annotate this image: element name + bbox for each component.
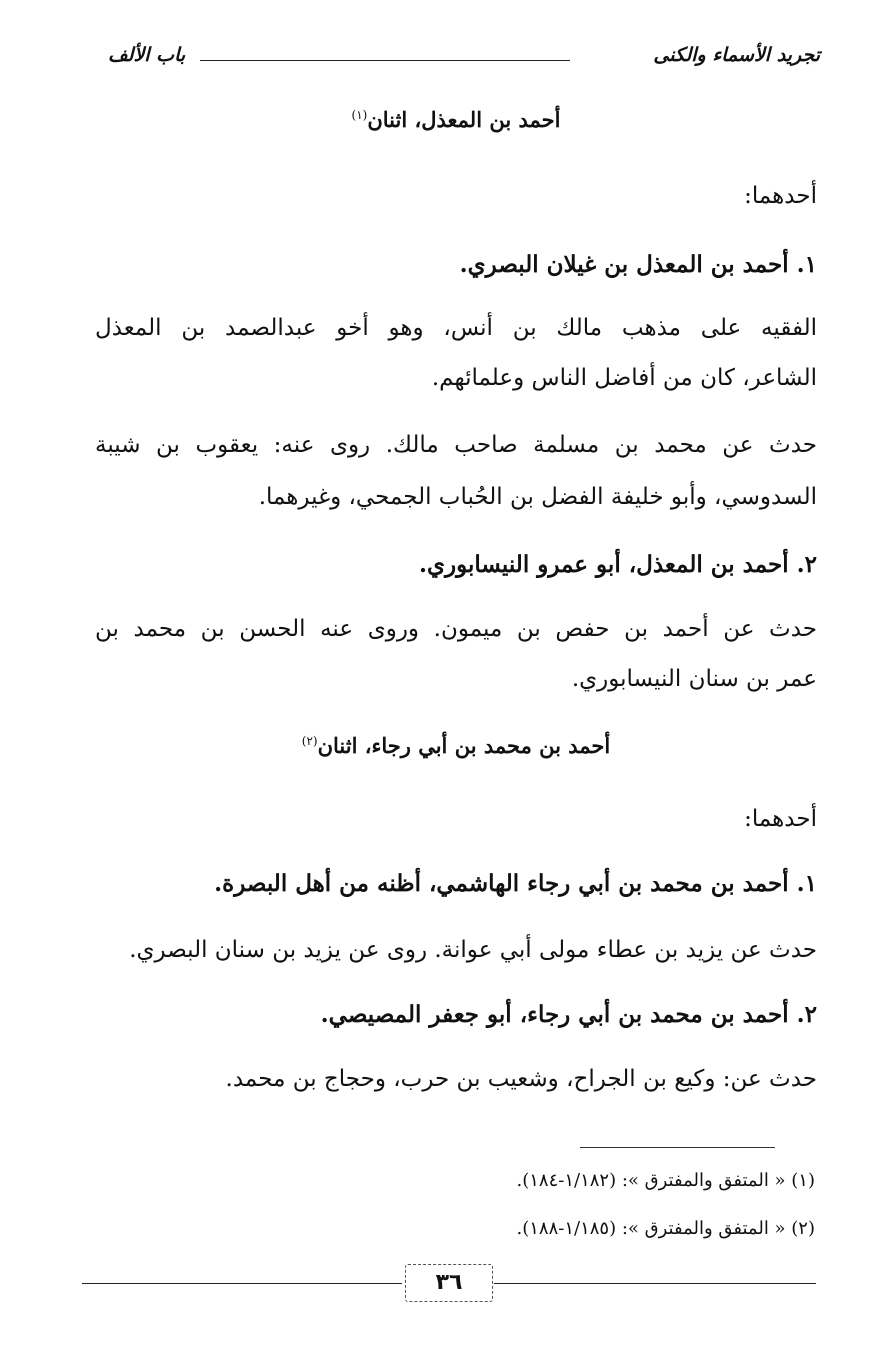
text-line: حدث عن: وكيع بن الجراح، وشعيب بن حرب، وحجاج بن محمد.: [225, 1066, 817, 1092]
footnote: (١) « المتفق والمفترق »: (١/١٨٢-١٨٤).: [516, 1170, 815, 1191]
person-name: ١. أحمد بن المعذل بن غيلان البصري.: [459, 251, 817, 278]
text-line: عمر بن سنان النيسابوري.: [571, 666, 817, 692]
person-name: ٢. أحمد بن محمد بن أبي رجاء، أبو جعفر المصيصي.: [320, 1001, 817, 1028]
text-line: حدث عن يزيد بن عطاء مولى أبي عوانة. روى عن يزيد بن سنان البصري.: [129, 937, 817, 963]
text-line: الشاعر، كان من أفاضل الناس وعلمائهم.: [431, 365, 817, 391]
person-name: ١. أحمد بن محمد بن أبي رجاء الهاشمي، أظنه من أهل البصرة.: [214, 870, 817, 897]
footer-rule: [82, 1283, 402, 1284]
running-header: [108, 44, 820, 74]
text-line: السدوسي، وأبو خليفة الفضل بن الحُباب الجمحي، وغيرهما.: [258, 484, 817, 510]
footer-rule: [494, 1283, 816, 1284]
footnote-separator: [580, 1147, 775, 1148]
entry-intro: أحدهما:: [744, 806, 817, 832]
footnote-marker: (١): [351, 108, 368, 122]
entry-intro: أحدهما:: [744, 183, 817, 209]
page-number: ٣٦: [405, 1264, 493, 1302]
footnote-marker: (٢): [301, 734, 318, 748]
running-header-chapter: باب الألف: [108, 44, 186, 66]
text-line: الفقيه على مذهب مالك بن أنس، وهو أخو عبدالصمد بن المعذل: [95, 315, 817, 341]
entry-heading: أحمد بن محمد بن أبي رجاء، اثنان$^{(٢)}$: [301, 733, 611, 758]
text-line: حدث عن أحمد بن حفص بن ميمون. وروى عنه الحسن بن محمد بن: [95, 616, 817, 642]
running-header-book-title: تجريد الأسماء والكنى: [653, 44, 820, 66]
text-line: حدث عن محمد بن مسلمة صاحب مالك. روى عنه: يعقوب بن شيبة: [95, 432, 817, 458]
entry-heading: أحمد بن المعذل، اثنان$^{(١)}$: [351, 107, 561, 132]
running-header-rule: [200, 60, 570, 61]
footnote: (٢) « المتفق والمفترق »: (١/١٨٥-١٨٨).: [516, 1218, 815, 1239]
person-name: ٢. أحمد بن المعذل، أبو عمرو النيسابوري.: [419, 551, 817, 578]
